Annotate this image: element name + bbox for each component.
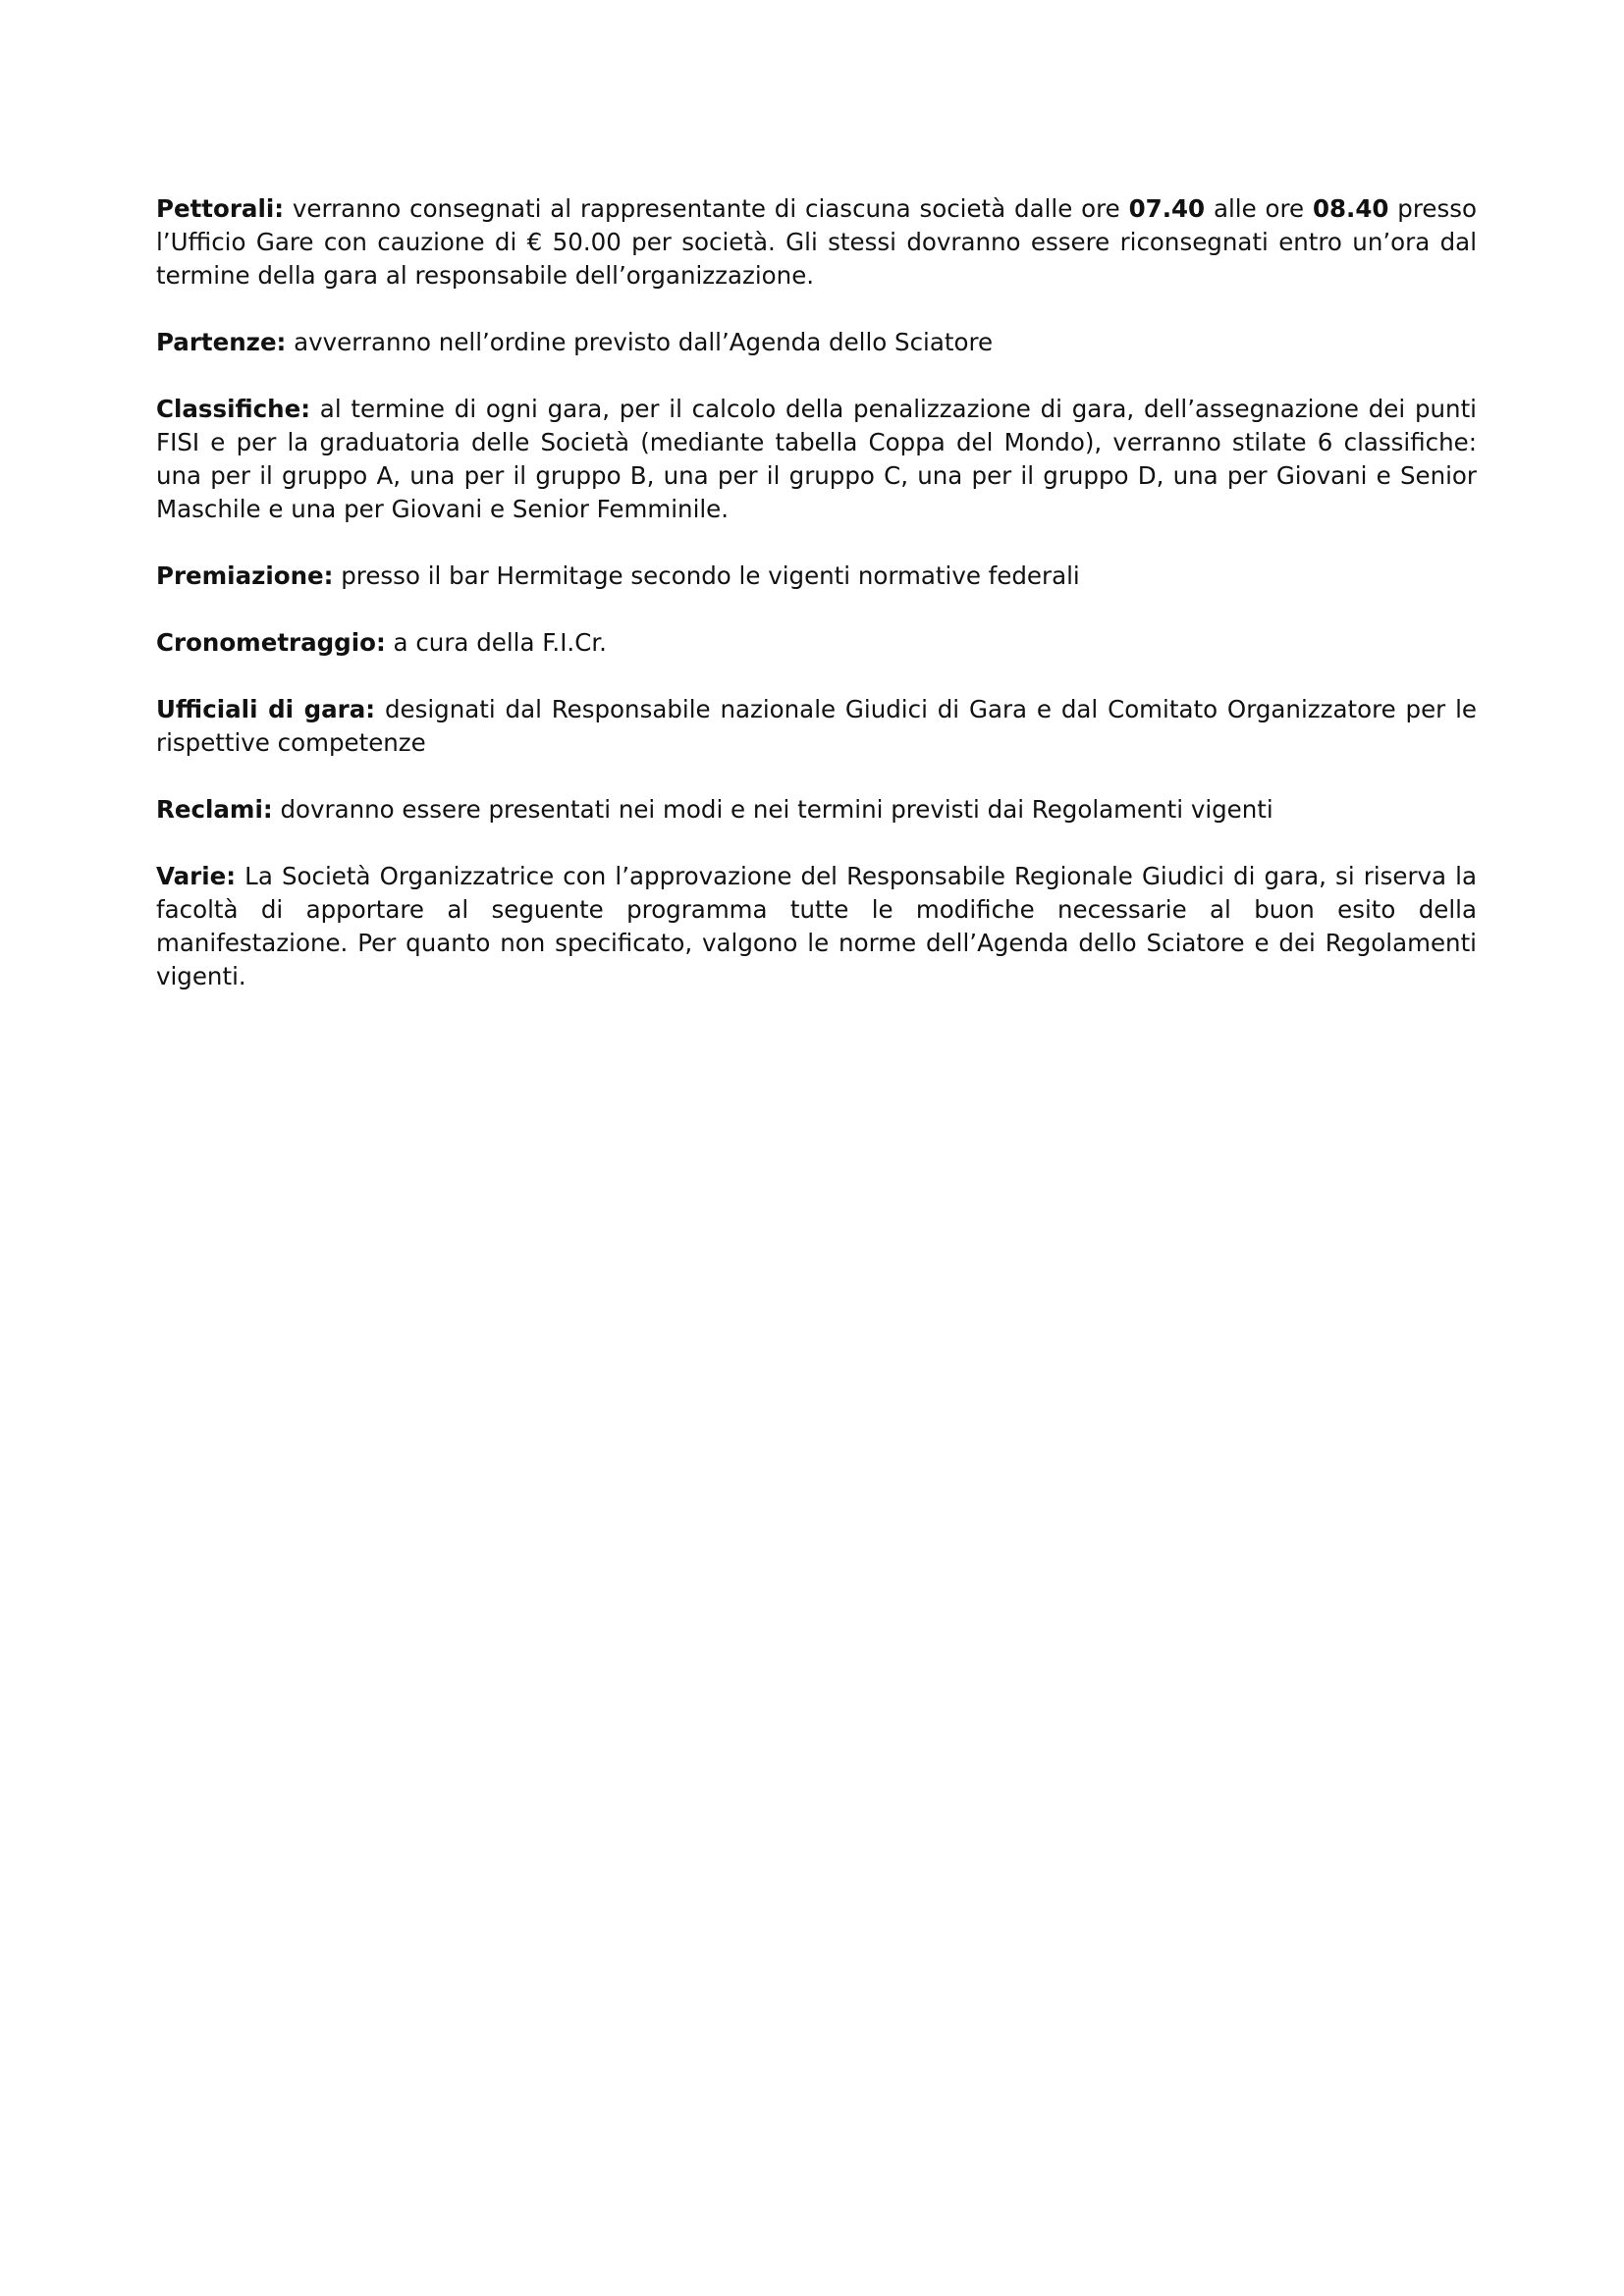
section-classifiche [156,393,1477,526]
section-pettorali [156,192,1477,293]
section-text: verranno consegnati al rappresentante di ciascuna società dalle ore [284,194,1129,223]
section-label: Pettorali: [156,194,285,223]
section-reclami [156,793,1477,827]
section-label: Cronometraggio: [156,628,386,657]
section-partenze [156,326,1477,359]
section-text: presso il bar Hermitage secondo le vigenti normative federali [333,561,1080,590]
section-text: avverranno nell’ordine previsto dall’Agenda dello Sciatore [286,328,994,356]
section-cronometraggio [156,626,1477,660]
section-ufficiali-di-gara [156,693,1477,760]
section-varie [156,860,1477,993]
section-text: dovranno essere presentati nei modi e nei termini previsti dai Regolamenti vigenti [272,795,1273,824]
section-label: Classifiche: [156,395,311,423]
document-body [156,192,1477,1027]
section-premiazione [156,560,1477,593]
section-label: Partenze: [156,328,287,356]
section-text: a cura della F.I.Cr. [385,628,607,657]
time-to: 08.40 [1312,194,1389,223]
section-text: La Società Organizzatrice con l’approvazione del Responsabile Regionale Giudici di gara, si riserva la facoltà di apportare al seguente programma tutte le modifiche necessarie al buon esito della manifestazione. Per quanto non specificato, valgono le norme dell’Agenda dello Sciatore e dei Regolamenti vigenti. [156,862,1477,990]
section-label: Reclami: [156,795,273,824]
section-label: Ufficiali di gara: [156,695,376,723]
section-text: presso l’Ufficio Gare con cauzione di € 50.00 per società. Gli stessi dovranno essere riconsegnati entro un’ora dal termine della gara al responsabile dell’organizzazione. [156,194,1477,290]
section-text: designati dal Responsabile nazionale Giudici di Gara e dal Comitato Organizzatore per le rispettive competenze [156,695,1477,757]
time-from: 07.40 [1128,194,1206,223]
section-label: Varie: [156,862,237,890]
section-text: alle ore [1205,194,1313,223]
section-label: Premiazione: [156,561,334,590]
section-text: al termine di ogni gara, per il calcolo della penalizzazione di gara, dell’assegnazione dei punti FISI e per la graduatoria delle Società (mediante tabella Coppa del Mondo), verranno stilate 6 classifiche: una per il gruppo A, una per il gruppo B, una per il gruppo C, una per il gruppo D, una per Giovani e Senior Maschile e una per Giovani e Senior Femminile. [156,395,1477,523]
